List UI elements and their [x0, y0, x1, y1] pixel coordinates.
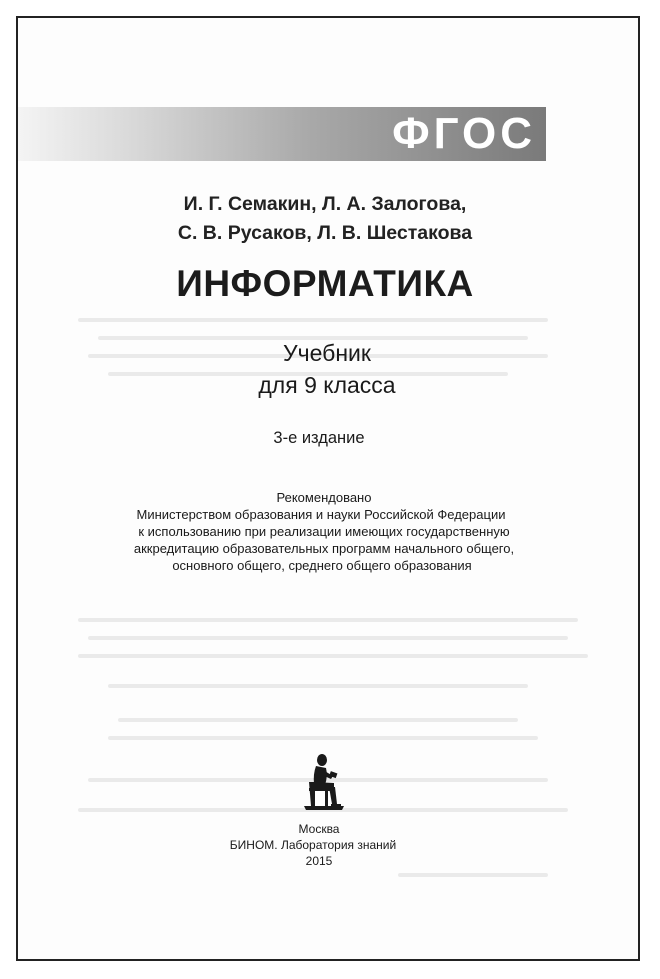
- edition-label: 3-е издание: [273, 429, 365, 447]
- subtitle-line-2: для 9 класса: [258, 372, 396, 398]
- publication-year: 2015: [305, 854, 333, 868]
- book-title: ИНФОРМАТИКА: [176, 263, 474, 304]
- recommendation-heading: Рекомендовано: [276, 490, 372, 505]
- recommendation-line: к использованию при реализации имеющих государственную: [138, 524, 510, 539]
- book-title-page: [16, 16, 640, 961]
- authors-line-2: С. В. Русаков, Л. В. Шестакова: [177, 222, 473, 244]
- authors-line-1: И. Г. Семакин, Л. А. Залогова,: [183, 193, 467, 215]
- subtitle-line-1: Учебник: [283, 340, 371, 366]
- publisher-city: Москва: [298, 822, 340, 836]
- publisher-name: БИНОМ. Лаборатория знаний: [229, 838, 397, 852]
- recommendation-line: основного общего, среднего общего образования: [172, 558, 472, 573]
- publisher-seated-figure-icon: [301, 752, 347, 812]
- fgos-banner: [18, 107, 546, 161]
- fgos-label: ФГОС: [392, 109, 536, 158]
- recommendation-line: Министерством образования и науки Российской Федерации: [136, 507, 506, 522]
- recommendation-line: аккредитацию образовательных программ начального общего,: [133, 541, 515, 556]
